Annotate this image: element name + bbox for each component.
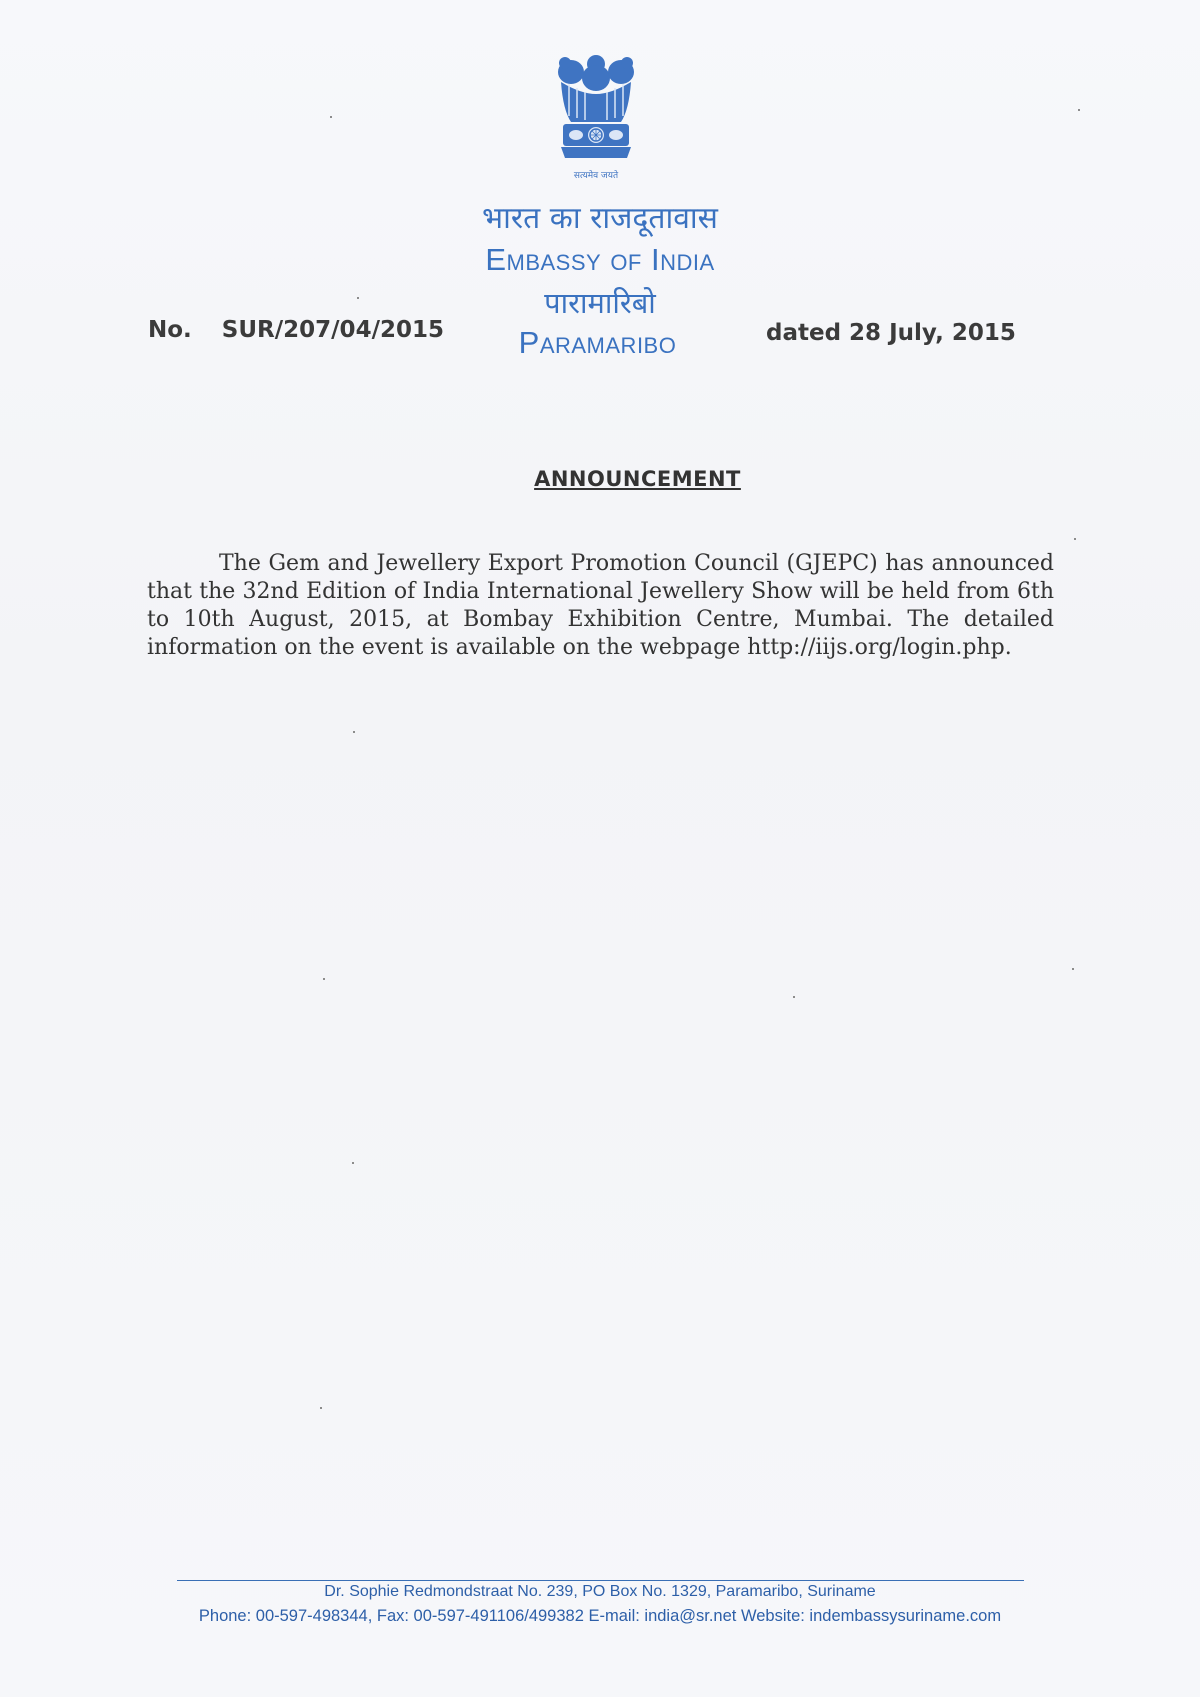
emblem-motto: सत्यमेव जयते [573, 171, 619, 181]
footer-contact: Phone: 00-597-498344, Fax: 00-597-491106/499382 E-mail: india@sr.net Website: indembassysuriname.com [198, 1607, 1002, 1625]
footer-address: Dr. Sophie Redmondstraat No. 239, PO Box No. 1329, Paramaribo, Suriname [324, 1583, 876, 1600]
announcement-title: ANNOUNCEMENT [534, 467, 741, 491]
national-emblem [551, 50, 641, 190]
scan-speck [353, 731, 355, 733]
reference-number-value: SUR/207/04/2015 [221, 317, 444, 343]
scan-speck [330, 116, 332, 118]
footer-divider [177, 1580, 1024, 1581]
scan-speck [323, 978, 325, 980]
scan-speck [320, 1407, 322, 1409]
scan-speck [357, 297, 359, 299]
reference-label: No. [148, 317, 192, 343]
scan-speck [352, 1162, 354, 1164]
city-name-hindi: पारामारिबो [544, 286, 656, 320]
scan-speck [793, 996, 795, 998]
city-name-english: Paramaribo [518, 325, 677, 360]
scan-speck [1078, 109, 1080, 111]
reference-number [148, 317, 444, 343]
scan-speck [1074, 538, 1076, 540]
letter-date: dated 28 July, 2015 [766, 320, 1016, 346]
embassy-name-hindi: भारत का राजदूतावास [482, 201, 718, 236]
scan-speck [1072, 968, 1074, 970]
embassy-name-english: Embassy of India [485, 242, 715, 277]
announcement-body: The Gem and Jewellery Export Promotion Council (GJEPC) has announced that the 32nd Edition of India International Jewellery Show will be held from 6th to 10th August, 2015, at Bombay Exhibition Centre, Mumbai. The detailed information on the event is available on the webpage http://iijs.org/login.php. [147, 551, 1054, 660]
